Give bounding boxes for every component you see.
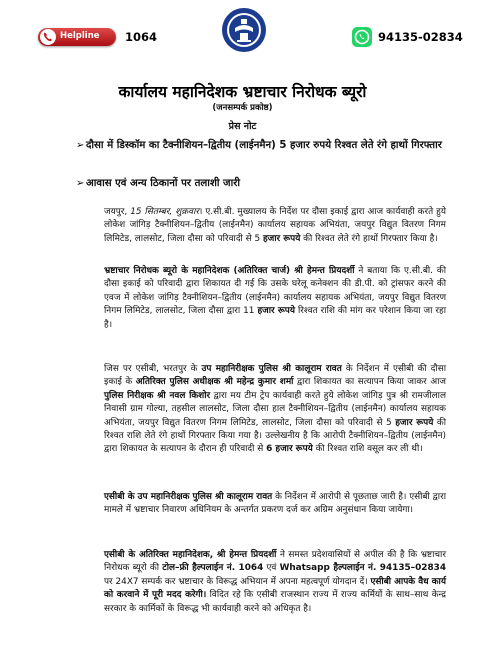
p5-text-c: पर 24X7 सम्पर्क कर भ्रष्टाचार के विरूद्ध अभियान में अपना महत्वपूर्ण योगदान दें। — [104, 576, 371, 587]
arrow-bullet-icon: ➢ — [76, 140, 85, 151]
p3-text-d: द्वारा मय टीम ट्रेप कार्यवाही करते हुये लोकेश जांगिड़ पुत्र श्री रामजीलाल निवासी ग्राम गोल्या, तहसील लालसोट, जिला दौसा हाल टैक्नीशियन–द्वितीय (लाईनमैन) कार्यालय सहायक अभियंता, जयपुर विद्युत वितरण निगम लिमिटेड, लालसोट, जिला दौसा को परिवादी से 5 — [104, 390, 447, 428]
p5-tail: विदित रहे कि एसीबी राजस्थान राज्य में राज्य कर्मियों के साथ–साथ केन्द्र सरकार के कार्मिकों के विरूद्ध भी कार्यवाही करने को अधिकृत है। — [104, 590, 447, 614]
arrow-bullet-icon: ➢ — [76, 178, 85, 189]
p1-date: 15 सितम्बर, शुक्रवार — [130, 207, 200, 217]
p3-tail: की रिश्वत राशि वसूल कर ली थी। — [312, 444, 423, 455]
p3-text-b: के निर्देशन में एसीबी की दौसा इकाई के — [104, 364, 446, 388]
p4-body: के निर्देशन में आरोपी से पूछताछ जारी है। एसीबी द्वारा मामले में भ्रष्टाचार निवारण अधिनियम के अन्तर्गत प्रकरण दर्ज कर अग्रिम अनुसंधान किया जायेगा। — [104, 492, 446, 516]
p2-official: भ्रष्टाचार निरोधक ब्यूरो के महानिदेशक (अतिरिक्त चार्ज) श्री हेमन्त प्रियदर्शी — [104, 266, 355, 276]
headline-bullet-1 — [76, 138, 446, 154]
p3-amount-1: हजार रूपये — [395, 417, 434, 428]
p5-text-a: ने समस्त प्रदेशवासियों से अपील की है कि भ्रष्टाचार निरोधक ब्यूरो की — [104, 550, 446, 574]
headline-text-2: आवास एवं अन्य ठिकानों पर तलाशी जारी — [86, 178, 241, 189]
p3-inspector: पुलिस निरीक्षक श्री नवल किशोर — [104, 390, 211, 401]
p3-text-c: द्वारा शिकायत का सत्यापन किया जाकर आज — [293, 377, 446, 388]
acb-emblem-logo — [220, 6, 268, 54]
letterhead — [0, 0, 485, 80]
paragraph-4 — [86, 491, 446, 518]
paragraph-3 — [86, 363, 446, 457]
p1-lead: जयपुर, — [104, 207, 131, 217]
headline-bullet-2 — [76, 176, 446, 192]
helpline-number: 1064 — [125, 30, 158, 44]
p3-asp: अतिरिक्त पुलिस अधीक्षक श्री महेन्द्र कुमार शर्मा — [135, 377, 294, 388]
helpline-badge[interactable] — [38, 28, 116, 46]
p1-body: । ए.सी.बी. मुख्यालय के निर्देश पर दौसा इकाई द्वारा आज कार्यवाही करते हुये लोकेश जांगिड़ टैक्नीशियन–द्वितीय (लाईनमैन) कार्यालय सहायक अभियंता, जयपुर विद्युत वितरण निगम लिमिटेड, लालसोट, जिला दौसा को परिवादी से 5 — [104, 207, 446, 244]
p1-tail: की रिश्वत लेते रंगे हाथों गिरफ्तार किया है। — [300, 233, 438, 244]
p3-amount-2: 6 हजार रूपये — [266, 444, 313, 455]
p5-tollfree: टोल–फ्री हैल्पलाईन नं. 1064 — [162, 563, 264, 574]
helpline-label: Helpline — [60, 31, 100, 41]
phone-icon — [40, 29, 56, 45]
whatsapp-number: 94135-02834 — [378, 30, 463, 44]
paragraph-2 — [86, 265, 446, 332]
paragraph-5 — [86, 549, 446, 616]
paragraph-1 — [86, 206, 446, 246]
p2-tail: रिश्वत राशि की मांग कर परेशान किया जा रहा है। — [104, 306, 447, 330]
office-title: कार्यालय महानिदेशक भ्रष्टाचार निरोधक ब्यूरो — [118, 83, 367, 101]
p5-text-b: एवं — [263, 563, 280, 574]
p2-body: ने बताया कि ए.सी.बी. की दौसा इकाई को परिवादी द्वारा शिकायत दी गई कि उसके घरेलू कनेक्शन की डी.पी. को ट्रांसफर करने की एवज में लोकेश जांगिड़ टैक्नीशियन–द्वितीय (लाईनमैन) कार्यालय सहायक अभियंता, जयपुर विद्युत वितरण निगम लिमिटेड, लालसोट, जिला दौसा द्वारा 11 — [104, 266, 447, 317]
p2-amount: हजार रूपये — [257, 306, 296, 317]
headline-text-1: दौसा में डिस्कॉम का टैक्नीशियन–द्वितीय (लाईनमैन) 5 हजार रुपये रिश्वत लेते रंगे हाथों गिरफ्तार — [86, 140, 442, 151]
p4-dig: एसीबी के उप महानिरीक्षक पुलिस श्री कालूराम रावत — [104, 492, 273, 502]
p3-text-e: की रिश्वत राशि लेते रंगे हाथों गिरफ्तार किया गया है। उल्लेखनीय है कि आरोपी टैक्नीशियन–द्वितीय (लाईनमैन) द्वारा शिकायत के सत्यापन के दौरान ही परिवादी से — [104, 417, 447, 455]
press-note-heading: प्रेस नोट — [228, 121, 257, 132]
p5-adg: एसीबी के अतिरिक्त महानिदेशक, श्री हेमन्त प्रियदर्शी — [104, 550, 277, 560]
whatsapp-icon[interactable] — [352, 27, 372, 47]
p5-whatsapp: Whatsapp हैल्पलाईन नं. 94135–02834 — [279, 563, 446, 574]
p3-dig: उप महानिरीक्षक पुलिस श्री कालूराम रावत — [201, 364, 342, 374]
p5-assurance: एसीबी आपके वैध कार्य को करवाने में पूरी मदद करेगी। — [104, 576, 446, 601]
office-subtitle: (जनसम्पर्क प्रकोष्ठ) — [212, 103, 273, 113]
p1-amount: हजार रूपये — [262, 233, 301, 244]
p3-lead: जिस पर एसीबी, भरतपुर के — [104, 364, 202, 374]
